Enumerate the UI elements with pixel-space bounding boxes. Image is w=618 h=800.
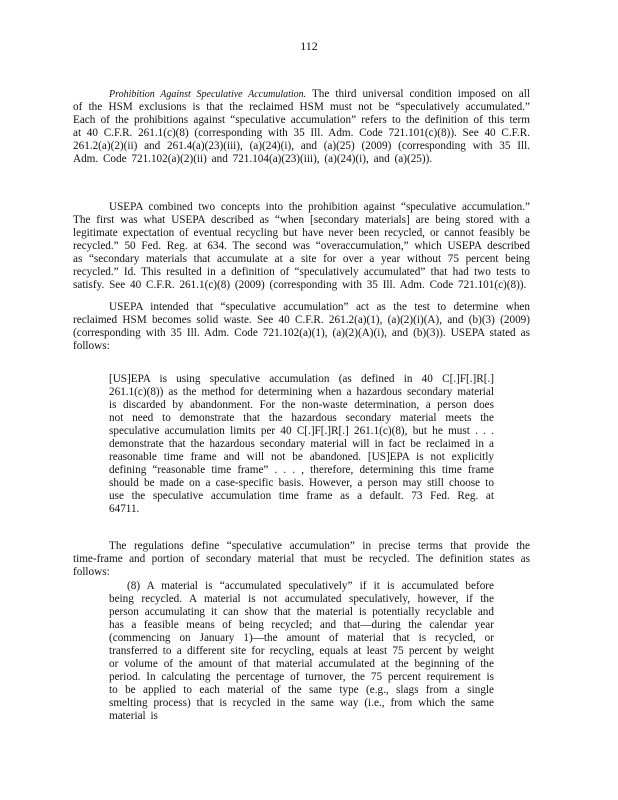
paragraph-speculative-accumulation — [73, 88, 530, 166]
block-quote-fed-reg: [US]EPA is using speculative accumulation (as defined in 40 C[.]F[.]R[.] 261.1(c)(8)) as the method for determining when a hazardous secondary material is discarded by abandonment. For the non-waste determination, a person does not need to demonstrate that the hazardous secondary material meets the speculative accumulation limits per 40 C[.]F[.]R[.] 261.1(c)(8), but he must . . . demonstrate that the hazardous secondary material will in fact be reclaimed in a reasonable time frame and will not be abandoned. [US]EPA is not explicitly defining “reasonable time frame” . . . , therefore, determining this time frame should be made on a case-specific basis. However, a person may still choose to use the speculative accumulation time frame as a default. 73 Fed. Reg. at 64711. — [109, 373, 494, 515]
paragraph-two-concepts: USEPA combined two concepts into the prohibition against “speculative accumulation.” The first was what USEPA described as “when [secondary materials] are being stored with a legitimate expectation of eventual recycling but have never been recycled, or cannot feasibly be recycled.” 50 Fed. Reg. at 634. The second was “overaccumulation,” which USEPA described as “secondary materials that accumulate at a site for over a year without 75 percent being recycled.” Id. This resulted in a definition of “speculatively accumulated” that had two tests to satisfy. See 40 C.F.R. 261.1(c)(8) (2009) (corresponding with 35 Ill. Adm. Code 721.101(c)(8)). — [73, 201, 530, 291]
page-number: 112 — [300, 39, 318, 53]
block-quote-definition: (8) A material is “accumulated speculatively” if it is accumulated before being recycled. A material is not accumulated speculatively, however, if the person accumulating it can show that the material is potentially recyclable and has a feasible means of being recycled; and that—during the calendar year (commencing on January 1)—the amount of material that is recycled, or transferred to a different site for recycling, equals at least 75 percent by weight or volume of the amount of that material accumulated at the beginning of the period. In calculating the percentage of turnover, the 75 percent requirement is to be applied to each material of the same type (e.g., slags from a single smelting process) that is recycled in the same way (i.e., from which the same material is — [109, 580, 494, 722]
section-heading: Prohibition Against Speculative Accumulation. — [109, 89, 307, 100]
paragraph-text: The third universal condition imposed on all of the HSM exclusions is that the reclaimed HSM must not be “speculatively accumulated.” Each of the prohibitions against “speculative accumulation” refers to the definition of this term at 40 C.F.R. 261.1(c)(8) (corresponding with 35 Ill. Adm. Code 721.101(c)(8)). See 40 C.F.R. 261.2(a)(2)(ii) and 261.4(a)(23)(iii), (a)(24)(i), and (a)(25) (2009) (corresponding with 35 Ill. Adm. Code 721.102(a)(2)(ii) and 721.104(a)(23)(iii), (a)(24)(i), and (a)(25)). — [73, 88, 530, 165]
paragraph-usepa-intended: USEPA intended that “speculative accumulation” act as the test to determine when reclaimed HSM becomes solid waste. See 40 C.F.R. 261.2(a)(1), (a)(2)(i)(A), and (b)(3) (2009) (corresponding with 35 Ill. Adm. Code 721.102(a)(1), (a)(2)(A)(i), and (b)(3)). USEPA stated as follows: — [73, 301, 530, 352]
paragraph-regulations-define: The regulations define “speculative accumulation” in precise terms that provide the time-frame and portion of secondary material that must be recycled. The definition states as follows: — [73, 540, 530, 578]
